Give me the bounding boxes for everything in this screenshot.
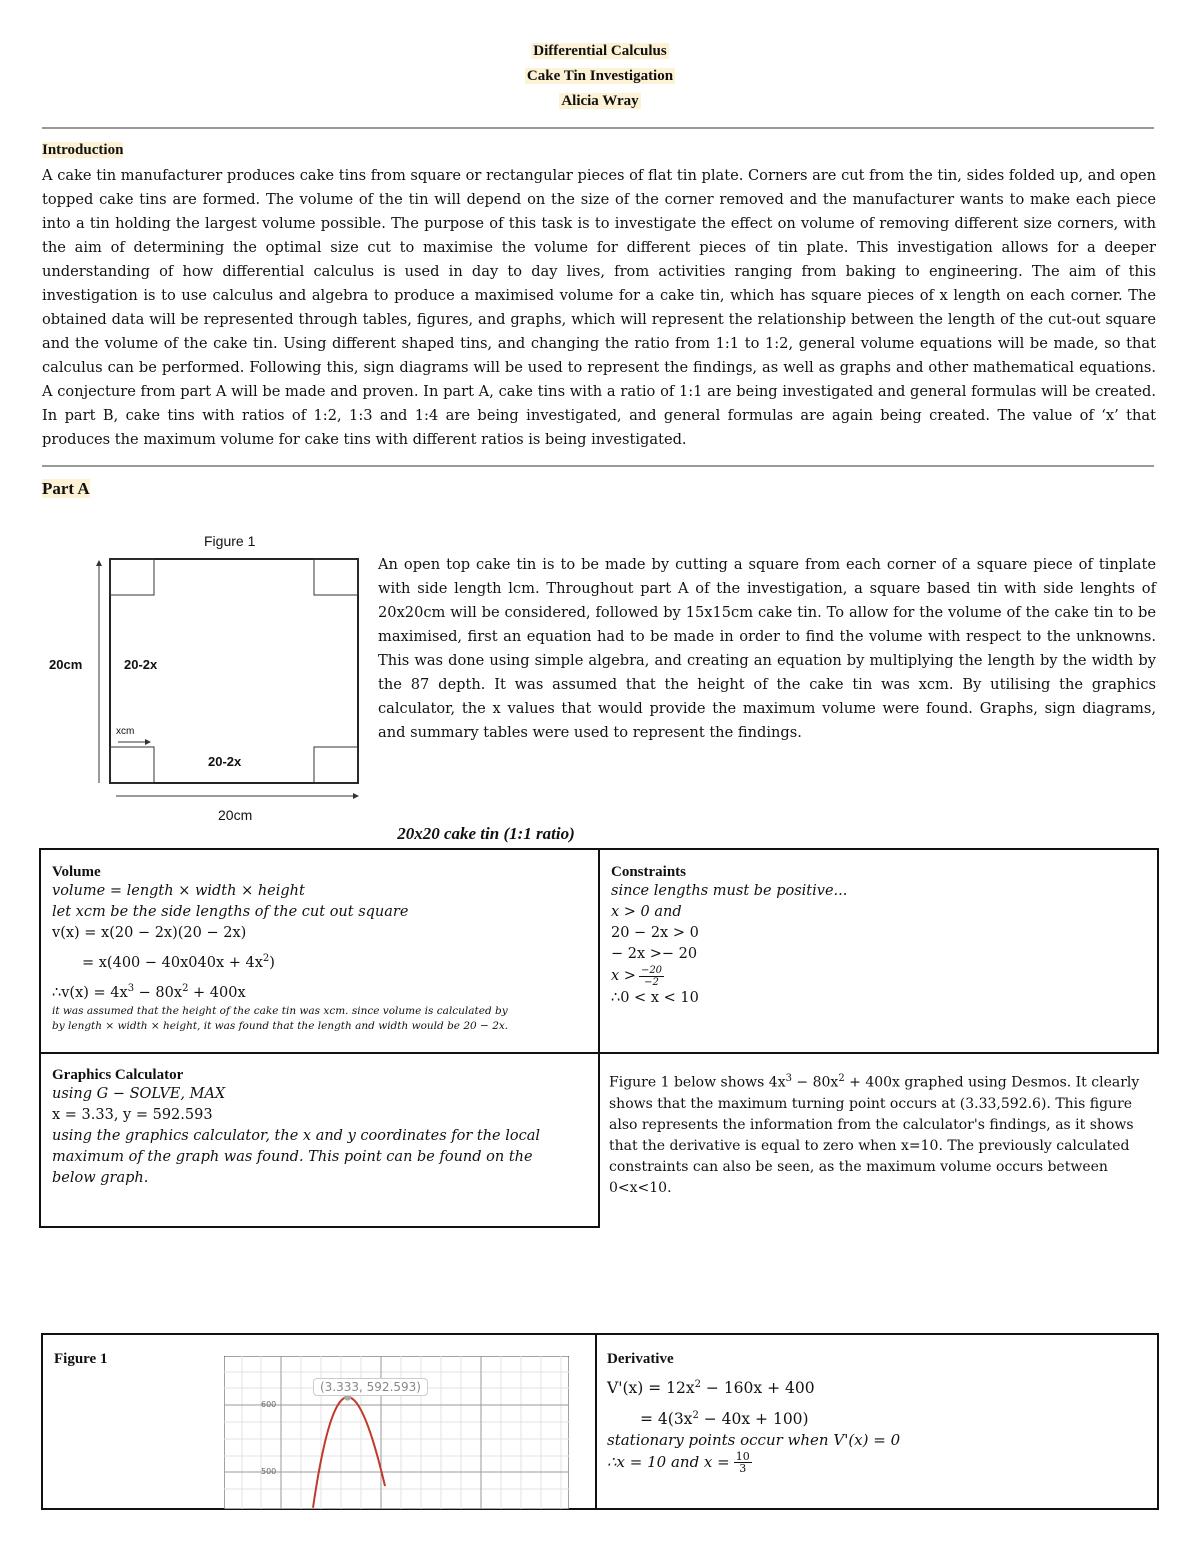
graph-cell: [41, 1333, 597, 1510]
calculator-cell: [39, 1052, 600, 1228]
constraints-line: 20 − 2x > 0: [611, 925, 699, 941]
constraints-fraction: x > −20 −2: [611, 965, 663, 988]
constraints-result: ∴0 < x < 10: [611, 990, 699, 1006]
volume-result: ∴v(x) = $4x^3 - 80x^2 + 400x$: [52, 982, 246, 1001]
derivative-line: $V'(x) = 12x^2 - 160x + 400$: [607, 1379, 815, 1398]
graph-title: Figure 1: [54, 1351, 108, 1367]
derivative-line: stationary points occur when V'(x) = 0: [607, 1431, 901, 1450]
derivative-title: Derivative: [607, 1351, 674, 1367]
part-a-heading: Part A: [42, 479, 90, 498]
derivative-line: = $4(3x^2 - 40x + 100)$: [640, 1410, 809, 1429]
part-a-text: An open top cake tin is to be made by cutting a square from each corner of a square piece of tinplate with side length lcm. Throughout part A of the investigation, a square based tin with side lenghts of 20x20cm will be considered, followed by 15x15cm cake tin. To allow for the volume of the cake tin to be maximised, first an equation had to be made in order to find the volume with respect to the unknowns. This was done using simple algebra, and creating an equation by multiplying the length by the width by the 87 depth. It was assumed that the height of the cake tin was xcm. By utilising the graphics calculator, the x values that would provide the maximum volume were found. Graphs, sign diagrams, and summary tables were used to represent the findings.: [378, 556, 1156, 741]
intro-heading: Introduction: [42, 142, 124, 158]
volume-line: v(x) = x(20 − 2x)(20 − 2x): [52, 925, 247, 941]
side-label-left: 20cm: [49, 657, 83, 672]
inner-label-bottom: 20-2x: [208, 754, 242, 769]
divider: [42, 127, 1154, 129]
calculator-line: x = 3.33, y = 592.593: [52, 1107, 213, 1123]
volume-note: by length × width × height, it was found that the length and width would be 20 − 2x.: [52, 1019, 509, 1032]
volume-note: it was assumed that the height of the cake tin was xcm. since volume is calculated by: [52, 1004, 508, 1017]
volume-line: let xcm be the side lengths of the cut out square: [52, 904, 409, 920]
volume-title: Volume: [52, 864, 101, 880]
doc-author: Alicia Wray: [561, 93, 639, 109]
max-point-label: (3.333, 592.593): [313, 1378, 428, 1396]
calculator-line: using G − SOLVE, MAX: [52, 1086, 226, 1102]
constraints-line: since lengths must be positive...: [611, 883, 848, 899]
y-tick-label: 600: [261, 1400, 277, 1409]
figure-caption: Figure 1: [204, 533, 256, 549]
doc-subtitle: Cake Tin Investigation: [526, 68, 674, 84]
constraints-title: Constraints: [611, 864, 687, 880]
volume-line: = $x(400 - 40x040x + 4x^2)$: [82, 953, 275, 971]
y-tick-label: 500: [261, 1467, 277, 1476]
constraints-cell: [598, 848, 1159, 1054]
constraints-line: − 2x >− 20: [611, 946, 698, 962]
volume-line: volume = length × width × height: [52, 883, 305, 899]
figure-description: Figure 1 below shows $4x^3 - 80x^2 + 400x$ graphed using Desmos. It clearly shows that the maximum turning point occurs at (3.33,592.6). This figure also represents the information from the calculator's findings, as it shows that the derivative is equal to zero when x=10. The previously calculated constraints can also be seen, as the maximum volume occurs between 0<x<10.: [609, 1073, 1140, 1196]
side-label-bottom: 20cm: [218, 807, 253, 823]
constraints-line: x > 0 and: [611, 904, 682, 920]
calculator-line: using the graphics calculator, the x and y coordinates for the local maximum of the graph was found. This point can be found on the below graph.: [52, 1128, 541, 1186]
volume-cell: [39, 848, 600, 1054]
cake-tin-diagram: [40, 550, 370, 830]
calculator-title: Graphics Calculator: [52, 1067, 184, 1083]
cut-label: xcm: [116, 726, 135, 737]
derivative-result: ∴x = 10 and x = $\frac{10}{3}$: [607, 1450, 750, 1476]
derivative-cell: [595, 1333, 1159, 1510]
table-title: 20x20 cake tin (1:1 ratio): [397, 824, 575, 843]
inner-label-left: 20-2x: [124, 657, 158, 672]
intro-text: A cake tin manufacturer produces cake tins from square or rectangular pieces of flat tin plate. Corners are cut from the tin, sides folded up, and open topped cake tins are formed. The volume of the tin will depend on the size of the corner removed and the manufacturer wants to make each piece into a tin holding the largest volume possible. The purpose of this task is to investigate the effect on volume of removing different size corners, with the aim of determining the optimal size cut to maximise the volume for different pieces of tin plate. This investigation allows for a deeper understanding of how differential calculus is used in day to day lives, from activities ranging from baking to engineering. The aim of this investigation is to use calculus and algebra to produce a maximised volume for a cake tin, which has square pieces of x length on each corner. The obtained data will be represented through tables, figures, and graphs, which will represent the relationship between the length of the cut-out square and the volume of the cake tin. Using different shaped tins, and changing the ratio from 1:1 to 1:2, general volume equations will be made, so that calculus can be performed. Following this, sign diagrams will be used to represent the findings, as well as graphs and other mathematical equations. A conjecture from part A will be made and proven. In part A, cake tins with a ratio of 1:1 are being investigated and general formulas will be created. In part B, cake tins with ratios of 1:2, 1:3 and 1:4 are being investigated, and general formulas are again being created. The value of ‘x’ that produces the maximum volume for cake tins with different ratios is being investigated.: [42, 167, 1156, 448]
divider: [42, 465, 1154, 467]
doc-title: Differential Calculus: [533, 43, 667, 59]
